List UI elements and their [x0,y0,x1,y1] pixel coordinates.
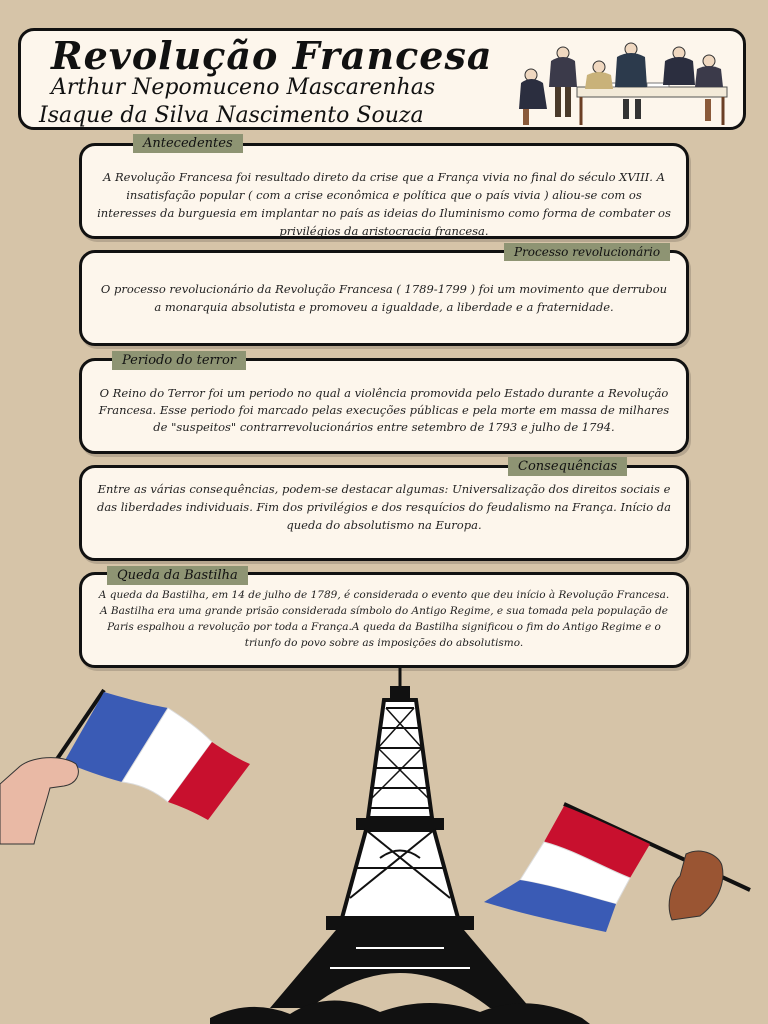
eiffel-tower-illustration [210,668,590,1024]
header-card [18,28,746,130]
section-text-processo: O processo revolucionário da Revolução Francesa ( 1789-1799 ) foi um movimento que derrubou a monarquia absolutista e promoveu a igualdade, a liberdade e a fraternidade. [100,282,668,314]
section-consequencias [79,465,689,561]
section-label-terror: Periodo do terror [112,351,246,370]
section-antecedentes [79,143,689,239]
section-bastilha [79,572,689,668]
section-terror [79,358,689,454]
author-1: Arthur Nepomuceno Mascarenhas [51,75,436,100]
founding-fathers-illustration [517,39,739,127]
section-processo [79,250,689,346]
author-2: Isaque da Silva Nascimento Souza [39,103,424,128]
section-label-processo: Processo revolucionário [504,243,670,261]
section-text-consequencias: Entre as várias consequências, podem-se destacar algumas: Universalização dos direitos sociais e das liberdades individuais. Fim dos privilégios e dos resquícios do feudalismo na França. Início da queda do absolutismo na Europa. [96,482,672,532]
section-label-consequencias: Consequências [508,457,627,476]
section-label-bastilha: Queda da Bastilha [107,566,248,585]
section-text-antecedentes: A Revolução Francesa foi resultado direto da crise que a França vivia no final do século XVIII. A insatisfação popular ( com a crise econômica e política que o país vivia ) aliou-se com os interesses da burguesia em implantar no país as ideias do Iluminismo como forma de combater os privilégios da aristocracia francesa. [97,170,671,238]
section-label-antecedentes: Antecedentes [133,134,243,153]
page-title: Revolução Francesa [51,33,493,78]
section-text-terror: O Reino do Terror foi um periodo no qual a violência promovida pelo Estado durante a Revolução Francesa. Esse periodo foi marcado pelas execuções públicas e pela morte em massa de milhares de "suspeitos" contrarrevolucionários entre setembro de 1793 e julho de 1794. [98,386,670,434]
section-text-bastilha: A queda da Bastilha, em 14 de julho de 1789, é considerada o evento que deu início à Revolução Francesa. A Bastilha era uma grande prisão considerada símbolo do Antigo Regime, e sua tomada pela população de Paris espalhou a revolução por toda a França.A queda da Bastilha significou o fim do Antigo Regime e o triunfo do povo sobre as imposições do absolutismo. [98,589,670,649]
